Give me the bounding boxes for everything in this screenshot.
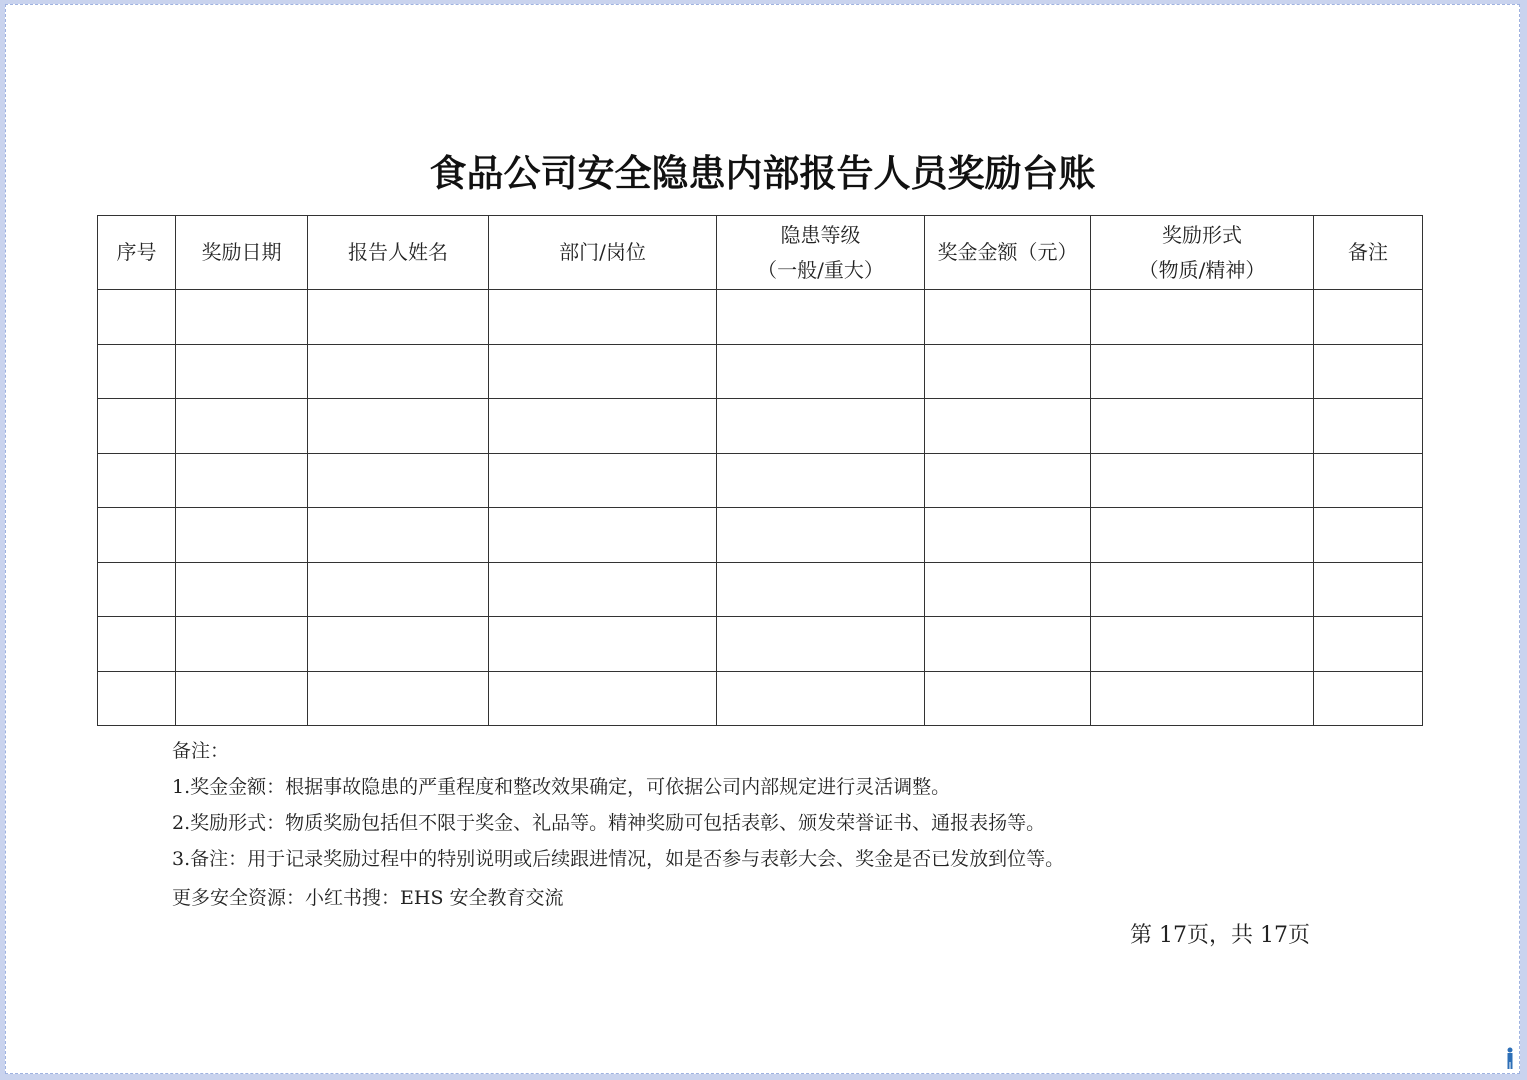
table-cell[interactable] xyxy=(925,290,1091,345)
table-cell[interactable] xyxy=(308,290,489,345)
note-item-2: 2.奖励形式：物质奖励包括但不限于奖金、礼品等。精神奖励可包括表彰、颁发荣誉证书、通报表扬等。 xyxy=(172,812,1046,834)
table-cell[interactable] xyxy=(489,453,717,508)
table-cell[interactable] xyxy=(925,344,1091,399)
table-cell[interactable] xyxy=(925,508,1091,563)
table-cell[interactable] xyxy=(925,671,1091,726)
table-cell[interactable] xyxy=(308,617,489,672)
table-cell[interactable] xyxy=(1314,399,1423,454)
column-header-label: 备注 xyxy=(1348,240,1388,264)
table-cell[interactable] xyxy=(308,453,489,508)
column-header xyxy=(489,216,717,290)
table-cell[interactable] xyxy=(489,617,717,672)
table-cell[interactable] xyxy=(1091,671,1314,726)
table-cell[interactable] xyxy=(489,671,717,726)
table-cell[interactable] xyxy=(98,344,176,399)
table-cell[interactable] xyxy=(717,562,925,617)
document-page xyxy=(5,4,1520,1074)
table-row xyxy=(98,617,1423,672)
table-cell[interactable] xyxy=(308,399,489,454)
table-cell[interactable] xyxy=(489,399,717,454)
table-cell[interactable] xyxy=(717,290,925,345)
table-row xyxy=(98,562,1423,617)
table-cell[interactable] xyxy=(98,508,176,563)
table-cell[interactable] xyxy=(98,453,176,508)
table-cell[interactable] xyxy=(1314,290,1423,345)
table-cell[interactable] xyxy=(925,562,1091,617)
table-cell[interactable] xyxy=(717,453,925,508)
column-header-label: 奖金金额（元） xyxy=(937,240,1078,264)
table-cell[interactable] xyxy=(308,671,489,726)
table-cell[interactable] xyxy=(1314,562,1423,617)
reward-ledger-table xyxy=(97,215,1423,726)
table-cell[interactable] xyxy=(308,508,489,563)
table-cell[interactable] xyxy=(489,344,717,399)
table-cell[interactable] xyxy=(176,508,308,563)
table-row xyxy=(98,290,1423,345)
column-header-label: 奖励日期 xyxy=(201,240,282,264)
table-cell[interactable] xyxy=(308,562,489,617)
notes-heading: 备注： xyxy=(172,740,230,762)
table-cell[interactable] xyxy=(1314,344,1423,399)
table-cell[interactable] xyxy=(717,671,925,726)
more-resources-text: 更多安全资源：小红书搜：EHS 安全教育交流 xyxy=(172,887,564,909)
page-title: 食品公司安全隐患内部报告人员奖励台账 xyxy=(429,151,1096,195)
table-cell[interactable] xyxy=(925,399,1091,454)
table-cell[interactable] xyxy=(1314,453,1423,508)
column-header-label: 序号 xyxy=(116,240,157,264)
table-cell[interactable] xyxy=(1091,508,1314,563)
table-cell[interactable] xyxy=(489,290,717,345)
table-cell[interactable] xyxy=(176,671,308,726)
table-cell[interactable] xyxy=(717,344,925,399)
table-cell[interactable] xyxy=(176,399,308,454)
table-row xyxy=(98,453,1423,508)
table-row xyxy=(98,508,1423,563)
person-icon xyxy=(1505,1047,1515,1069)
table-cell[interactable] xyxy=(176,562,308,617)
table-row xyxy=(98,671,1423,726)
table-cell[interactable] xyxy=(98,617,176,672)
table-cell[interactable] xyxy=(1091,453,1314,508)
column-header-sublabel: （物质/精神） xyxy=(1138,257,1266,282)
table-cell[interactable] xyxy=(925,453,1091,508)
notes-section xyxy=(172,733,1064,877)
table-row xyxy=(98,399,1423,454)
column-header-label: 报告人姓名 xyxy=(348,240,448,264)
table-cell[interactable] xyxy=(1091,562,1314,617)
table-cell[interactable] xyxy=(1314,671,1423,726)
table-cell[interactable] xyxy=(176,617,308,672)
note-item-1: 1.奖金金额：根据事故隐患的严重程度和整改效果确定，可依据公司内部规定进行灵活调整。 xyxy=(172,776,951,798)
table-cell[interactable] xyxy=(98,671,176,726)
table-cell[interactable] xyxy=(717,617,925,672)
table-cell[interactable] xyxy=(717,399,925,454)
column-header-label: 奖励形式 xyxy=(1162,222,1242,247)
column-header xyxy=(1314,216,1423,290)
column-header xyxy=(308,216,489,290)
column-header-label: 隐患等级 xyxy=(780,222,861,247)
table-cell[interactable] xyxy=(489,508,717,563)
table-cell[interactable] xyxy=(1091,290,1314,345)
column-header-sublabel: （一般/重大） xyxy=(757,257,884,282)
table-cell[interactable] xyxy=(1091,617,1314,672)
table-cell[interactable] xyxy=(1091,344,1314,399)
table-cell[interactable] xyxy=(925,617,1091,672)
table-cell[interactable] xyxy=(717,508,925,563)
table-cell[interactable] xyxy=(176,453,308,508)
table-cell[interactable] xyxy=(98,290,176,345)
table-cell[interactable] xyxy=(98,562,176,617)
note-item-3: 3.备注：用于记录奖励过程中的特别说明或后续跟进情况，如是否参与表彰大会、奖金是否已发放到位等。 xyxy=(172,848,1065,870)
table-header-row xyxy=(98,216,1423,290)
column-header xyxy=(98,216,176,290)
column-header xyxy=(925,216,1091,290)
table-row xyxy=(98,344,1423,399)
table-cell[interactable] xyxy=(1091,399,1314,454)
table-cell[interactable] xyxy=(1314,508,1423,563)
table-cell[interactable] xyxy=(176,290,308,345)
table-cell[interactable] xyxy=(98,399,176,454)
column-header-label: 部门/岗位 xyxy=(559,240,646,264)
table-cell[interactable] xyxy=(489,562,717,617)
page-number: 第 17页，共 17页 xyxy=(1130,923,1310,948)
column-header xyxy=(717,216,925,290)
column-header xyxy=(176,216,308,290)
table-cell[interactable] xyxy=(308,344,489,399)
table-cell[interactable] xyxy=(176,344,308,399)
table-cell[interactable] xyxy=(1314,617,1423,672)
column-header xyxy=(1091,216,1314,290)
